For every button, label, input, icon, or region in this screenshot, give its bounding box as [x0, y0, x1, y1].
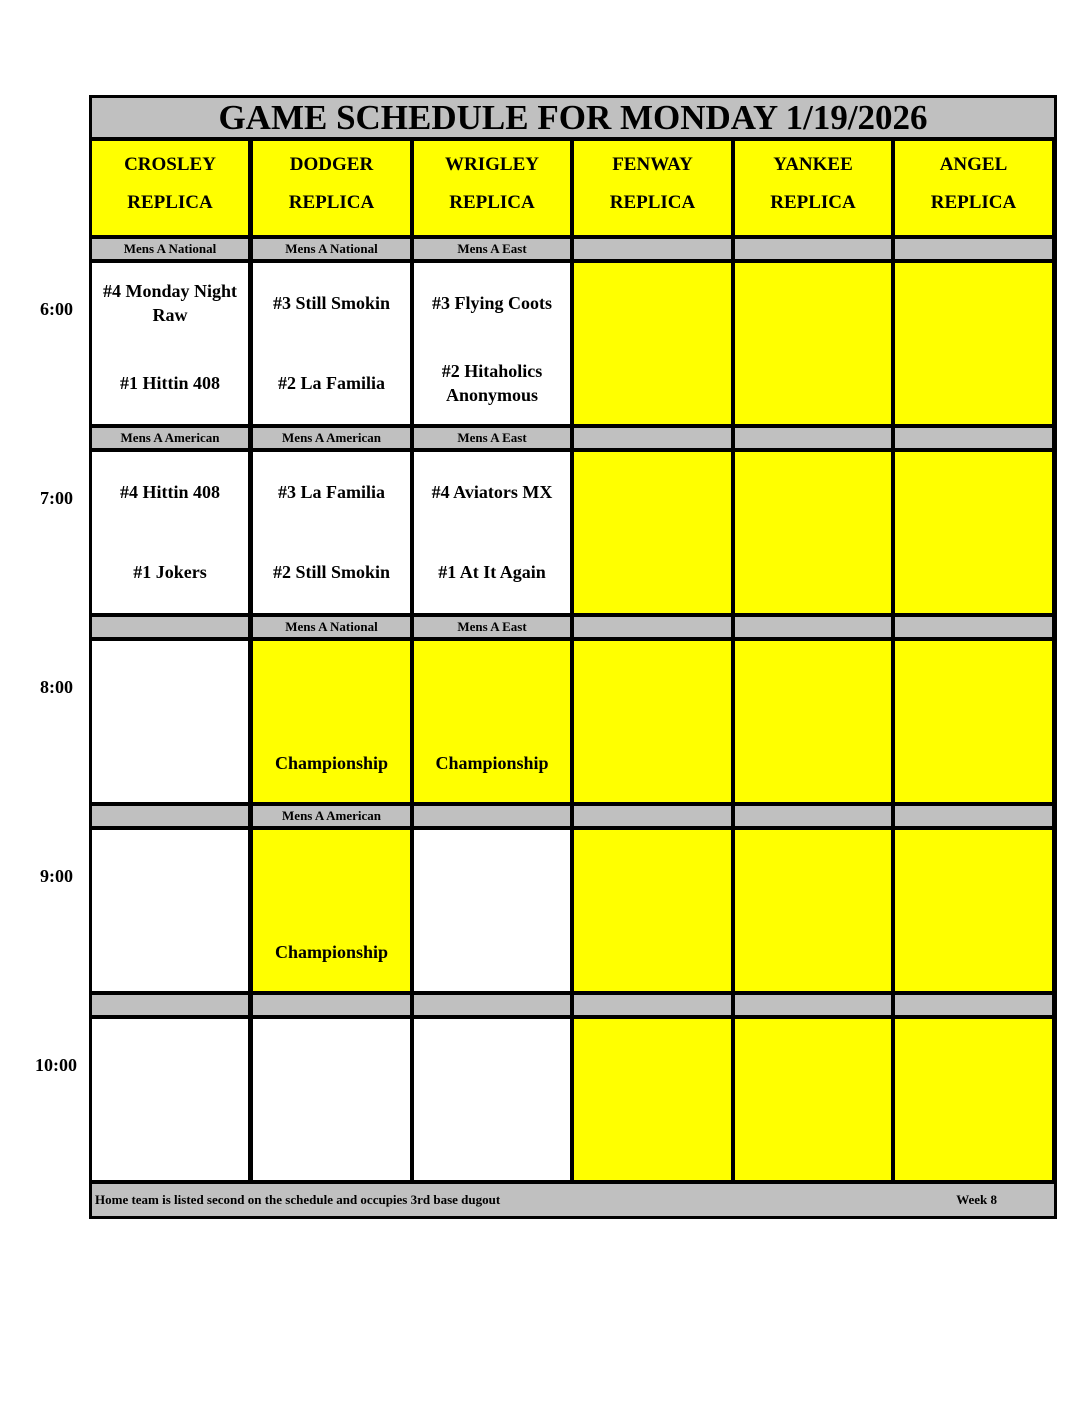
division-label: Mens A American	[253, 428, 410, 448]
game-cell	[574, 641, 731, 802]
division-label	[735, 617, 891, 637]
championship-label: Championship	[274, 942, 389, 962]
game-cell	[574, 830, 731, 991]
division-label	[574, 428, 731, 448]
division-label	[92, 617, 248, 637]
division-label: Mens A East	[414, 428, 570, 448]
division-label	[414, 995, 570, 1015]
away-team: #3 La Familia	[278, 482, 385, 502]
game-cell	[895, 1019, 1052, 1180]
game-cell	[414, 1019, 570, 1180]
field-name: YANKEE	[773, 154, 853, 175]
division-label	[735, 806, 891, 826]
division-label	[735, 995, 891, 1015]
division-label	[253, 995, 410, 1015]
game-cell	[414, 452, 570, 613]
game-cell	[92, 1019, 248, 1180]
division-label: Mens A National	[253, 239, 410, 259]
home-team: #1 Jokers	[133, 562, 207, 582]
division-label	[92, 806, 248, 826]
field-subtitle: REPLICA	[288, 192, 375, 213]
division-label: Mens A National	[92, 239, 248, 259]
field-subtitle: REPLICA	[609, 192, 696, 213]
division-label: Mens A American	[253, 806, 410, 826]
time-label: 6:00	[40, 299, 73, 319]
week-label: Week 8	[956, 1192, 997, 1207]
game-cell	[253, 830, 410, 991]
field-name: CROSLEY	[124, 154, 216, 175]
away-team: #3 Still Smokin	[272, 293, 391, 313]
schedule-title: GAME SCHEDULE FOR MONDAY 1/19/2026	[92, 98, 1054, 137]
game-cell	[92, 641, 248, 802]
championship-label: Championship	[274, 753, 389, 773]
division-label	[574, 995, 731, 1015]
game-cell	[253, 452, 410, 613]
division-label	[574, 239, 731, 259]
division-label: Mens A American	[92, 428, 248, 448]
division-label	[895, 995, 1052, 1015]
schedule-table	[89, 95, 1057, 1219]
game-cell	[92, 452, 248, 613]
division-label	[895, 428, 1052, 448]
game-cell	[253, 641, 410, 802]
time-label: 10:00	[35, 1055, 77, 1075]
division-label	[895, 617, 1052, 637]
game-cell	[735, 641, 891, 802]
field-subtitle: REPLICA	[449, 192, 535, 213]
field-header-dodger	[253, 141, 410, 235]
home-team: #2 Still Smokin	[272, 562, 391, 582]
game-cell	[92, 263, 248, 424]
away-team: #4 Aviators MX	[431, 482, 553, 502]
division-label: Mens A East	[414, 617, 570, 637]
division-label: Mens A National	[253, 617, 410, 637]
home-team: #2 La Familia	[278, 373, 385, 393]
field-header-wrigley	[414, 141, 570, 235]
home-team: #1 At It Again	[438, 562, 546, 582]
field-name: WRIGLEY	[445, 154, 539, 175]
division-label	[574, 617, 731, 637]
game-cell	[735, 263, 891, 424]
field-header-crosley	[92, 141, 248, 235]
footer-note: Home team is listed second on the schedule and occupies 3rd base dugout	[95, 1192, 501, 1207]
division-label	[735, 239, 891, 259]
game-cell	[895, 830, 1052, 991]
division-label	[92, 995, 248, 1015]
game-cell	[574, 1019, 731, 1180]
division-label	[735, 428, 891, 448]
away-team: #3 Flying Coots	[431, 293, 552, 313]
time-label: 7:00	[40, 488, 73, 508]
field-header-fenway	[574, 141, 731, 235]
game-cell	[92, 830, 248, 991]
game-cell	[735, 452, 891, 613]
footer-bar	[92, 1184, 1054, 1216]
home-team: #2 Hitaholics Anonymous	[441, 361, 543, 405]
game-cell	[414, 641, 570, 802]
division-label	[895, 806, 1052, 826]
game-cell	[735, 1019, 891, 1180]
game-cell	[414, 263, 570, 424]
field-subtitle: REPLICA	[127, 192, 213, 213]
field-subtitle: REPLICA	[930, 192, 1017, 213]
game-cell	[895, 641, 1052, 802]
away-team: #4 Monday Night Raw	[102, 281, 237, 325]
division-label	[574, 806, 731, 826]
division-label	[895, 239, 1052, 259]
game-cell	[895, 263, 1052, 424]
division-label	[414, 806, 570, 826]
game-cell	[735, 830, 891, 991]
time-label: 9:00	[40, 866, 73, 886]
division-label: Mens A East	[414, 239, 570, 259]
away-team: #4 Hittin 408	[119, 482, 220, 502]
home-team: #1 Hittin 408	[119, 373, 220, 393]
game-cell	[253, 1019, 410, 1180]
field-subtitle: REPLICA	[770, 192, 856, 213]
field-name: ANGEL	[939, 154, 1008, 175]
field-header-angel	[895, 141, 1052, 235]
time-label: 8:00	[40, 677, 73, 697]
game-cell	[414, 830, 570, 991]
field-name: FENWAY	[612, 154, 693, 175]
field-name: DODGER	[289, 154, 374, 175]
game-cell	[895, 452, 1052, 613]
game-cell	[253, 263, 410, 424]
championship-label: Championship	[435, 753, 549, 773]
game-cell	[574, 452, 731, 613]
game-cell	[574, 263, 731, 424]
field-header-yankee	[735, 141, 891, 235]
